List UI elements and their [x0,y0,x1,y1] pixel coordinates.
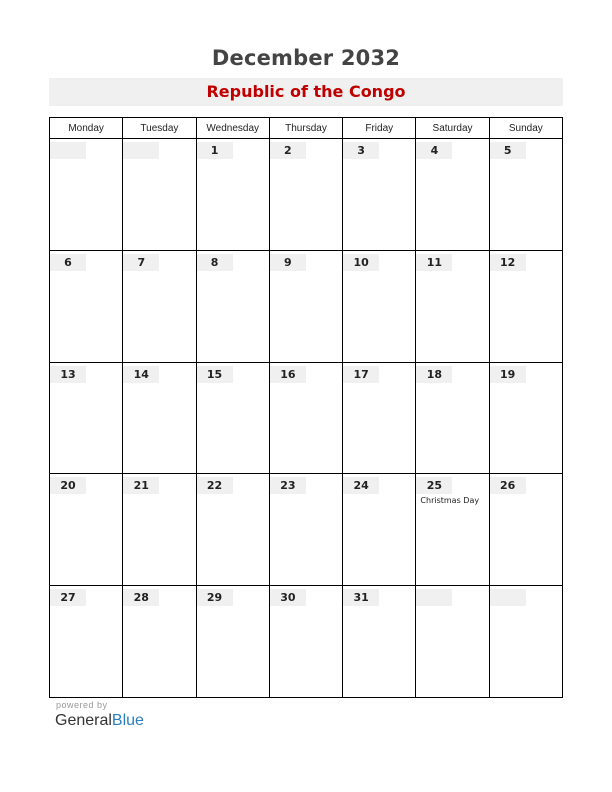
day-cell [489,362,562,474]
day-number: 17 [343,366,379,383]
day-cell [123,474,196,586]
day-number: 4 [416,142,452,159]
day-number: 11 [416,254,452,271]
weekday-header: Saturday [416,118,489,139]
day-cell [269,139,342,251]
weekday-header-row [50,118,563,139]
day-number: 1 [197,142,233,159]
day-cell [489,139,562,251]
day-cell [416,139,489,251]
day-cell [50,139,123,251]
day-number: 21 [123,477,159,494]
day-number [50,142,86,159]
day-cell [123,586,196,698]
day-cell [416,586,489,698]
day-cell [269,250,342,362]
week-row [50,362,563,474]
day-cell [196,250,269,362]
day-number: 27 [50,589,86,606]
powered-by-text: powered by [56,700,108,710]
day-cell [489,474,562,586]
day-number: 3 [343,142,379,159]
day-cell [196,474,269,586]
week-row [50,474,563,586]
day-number: 20 [50,477,86,494]
day-cell [489,586,562,698]
day-number: 15 [197,366,233,383]
day-number: 8 [197,254,233,271]
day-cell [123,362,196,474]
day-cell [343,362,416,474]
day-cell [123,250,196,362]
day-cell [196,586,269,698]
day-cell [269,362,342,474]
day-number: 10 [343,254,379,271]
day-cell [416,250,489,362]
brand-blue-text: Blue [111,712,144,729]
day-cell [343,586,416,698]
day-number [490,589,526,606]
page-title: December 2032 [211,46,401,70]
calendar-grid [49,117,563,698]
day-cell [489,250,562,362]
weekday-header: Monday [50,118,123,139]
day-number: 9 [270,254,306,271]
day-number: 25 [416,477,452,494]
day-number: 18 [416,366,452,383]
day-number: 29 [197,589,233,606]
day-cell [196,139,269,251]
day-cell [50,362,123,474]
day-number [123,142,159,159]
day-number: 16 [270,366,306,383]
day-number: 5 [490,142,526,159]
day-cell [343,139,416,251]
day-number: 13 [50,366,86,383]
day-cell [196,362,269,474]
weekday-header: Sunday [489,118,562,139]
weekday-header: Thursday [269,118,342,139]
day-number: 2 [270,142,306,159]
day-cell [123,139,196,251]
day-number: 7 [123,254,159,271]
calendar-body [50,139,563,698]
day-number [416,589,452,606]
day-number: 19 [490,366,526,383]
day-cell [343,474,416,586]
day-number: 30 [270,589,306,606]
day-cell [343,250,416,362]
day-number: 28 [123,589,159,606]
day-number: 6 [50,254,86,271]
brand-logo [55,712,144,730]
day-number: 31 [343,589,379,606]
day-number: 23 [270,477,306,494]
brand-general-text: General [55,712,112,729]
holiday-label: Christmas Day [420,496,480,506]
country-banner: Republic of the Congo [49,78,563,106]
weekday-header: Tuesday [123,118,196,139]
day-cell [416,474,489,586]
day-number: 22 [197,477,233,494]
weekday-header: Friday [343,118,416,139]
day-cell [269,474,342,586]
day-number: 24 [343,477,379,494]
day-cell [416,362,489,474]
week-row [50,250,563,362]
week-row [50,586,563,698]
day-number: 26 [490,477,526,494]
day-cell [50,250,123,362]
week-row [50,139,563,251]
day-cell [50,586,123,698]
weekday-header: Wednesday [196,118,269,139]
day-number: 12 [490,254,526,271]
day-number: 14 [123,366,159,383]
day-cell [269,586,342,698]
day-cell [50,474,123,586]
